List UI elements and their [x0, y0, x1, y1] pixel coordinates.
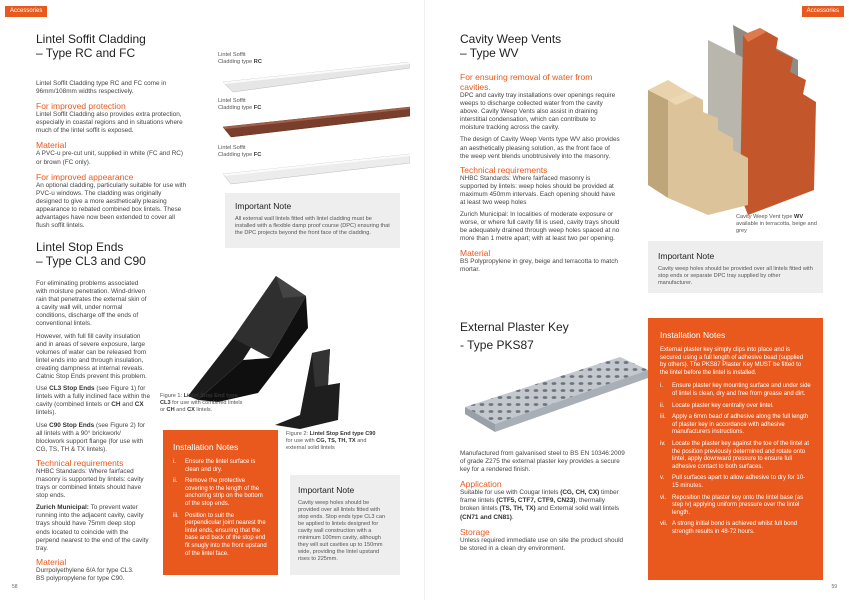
stop-ends-material-text1: Durrpolyethylene 6/A for type CL3.: [36, 566, 134, 574]
soffit-cladding-illustration: [215, 62, 410, 197]
weep-title-line1: Cavity Weep Vents: [460, 32, 562, 46]
plaster-key-illustration: [460, 352, 650, 447]
plaster-install-intro: External plaster key simply clips into place and is secured using a full length of adhesive bead (supplied by others). The PKS87 Plaster Key MUST be fitted to the lintel before the lintel is installed.: [660, 347, 804, 376]
list-item: ii. Locate plaster key centrally over lintel.: [660, 402, 774, 409]
weep-important-note: [648, 241, 823, 293]
weep-material-text: BS Polypropylene in grey, beige and terracotta to match mortar.: [460, 257, 618, 273]
stop-ends-install-title: Installation Notes: [173, 442, 239, 452]
stop-ends-p1: For eliminating problems associated with moisture penetration. Wind-driven rain that penetrates the external skin of a cavity wall will, under normal conditions, discharge off the ends of conventional lintels.: [36, 280, 147, 328]
stop-ends-p3: Use CL3 Stop Ends (see Figure 1) for lintels with a fully inclined face within the cavity (combined lintels or CH and CX lintels).: [36, 385, 151, 417]
soffit-label-fc-brown: Lintel Soffit Cladding type FC: [218, 98, 262, 111]
soffit-appearance-text: An optional cladding, particularly suitable for use with PVC-u windows. The cladding was originally designed to give a more aesthetically pleasing appearance to rebated combined box lintels. These advantages have now been extended to cover all flush soffit lintels.: [36, 181, 187, 230]
soffit-material-text: A PVC-u pre-cut unit, supplied in white (FC and RC) or brown (FC only).: [36, 150, 184, 166]
stop-ends-p2: However, with full fill cavity insulation and in areas of severe exposure, large volumes of water can be released from lintel ends into and through insulation, creating dampness at internal reveals. Catnic Stop Ends prevent this problem.: [36, 332, 147, 381]
plaster-storage-text: Unless required immediate use on site the product should be stored in a clean dry environment.: [460, 536, 624, 552]
weep-title-line2: – Type WV: [460, 46, 519, 60]
soffit-important-note: [225, 193, 400, 248]
weep-tech-heading: Technical requirements: [460, 164, 548, 175]
plaster-title-line1: External Plaster Key: [460, 320, 569, 334]
right-page-number: 59: [831, 584, 837, 590]
stop-ends-material-heading: Material: [36, 556, 67, 567]
weep-p2: The design of Cavity Weep Vents type WV also provides an aesthetically pleasing solution, as the front face of the weep vent blends unobtrusively into the masonry.: [460, 136, 620, 160]
page-spread-divider: [424, 0, 425, 600]
list-item: vii. A strong initial bond is achieved whilst full bond strength results in 48-72 hours.: [660, 521, 798, 535]
plaster-application-heading: Application: [460, 479, 502, 490]
plaster-title-block: [460, 320, 620, 352]
weep-note-text: Cavity weep holes should be provided over all lintels fitted with stop ends or separate DPC tray supplied by other manufacturer.: [658, 266, 813, 286]
soffit-title-line1: Lintel Soffit Cladding: [36, 32, 146, 46]
plaster-title-line2: - Type PKS87: [460, 338, 534, 352]
plaster-section: [460, 450, 625, 553]
soffit-appearance-heading: For improved appearance: [36, 171, 134, 182]
plaster-install-list: [660, 383, 811, 536]
list-item: iii. Apply a 6mm bead of adhesive along the full length of plaster key in accordance with adhesive manufacturers instructions.: [660, 414, 809, 436]
soffit-protection-text: Lintel Soffit Cladding also provides extra protection, especially in coastal regions and in situations where much of the lintel soffit is exposed.: [36, 111, 183, 135]
list-item: vi. Reposition the plaster key onto the lintel base (as step iv) applying uniform pressure over the lintel length.: [660, 494, 804, 516]
stop-ends-title-line2: – Type CL3 and C90: [36, 254, 146, 268]
soffit-label-rc: Lintel Soffit Cladding type RC: [218, 52, 262, 65]
stop-ends-note-title: Important Note: [298, 485, 355, 495]
list-item: ii. Remove the protective covering to the length of the anchoring strip on the bottom of the stop ends.: [173, 478, 263, 507]
weep-caption: Cavity Weep Vent type WV available in terracotta, beige and grey: [736, 214, 817, 234]
stop-ends-important-note: [290, 475, 400, 575]
list-item: i. Ensure the lintel surface is clean and dry.: [173, 459, 256, 473]
stop-ends-title-line1: Lintel Stop Ends: [36, 240, 124, 254]
list-item: iv. Locate the plaster key against the toe of the lintel at the position previously determined and rotate onto lintel, apply downward pressure to ensure full adhesive contact to both surfaces.: [660, 440, 810, 470]
figure-1-caption: Figure 1: Lintel Stop End type CL3 for use with combined lintels or CH and CX lintels.: [160, 393, 243, 413]
stop-ends-installation-notes: [163, 430, 278, 575]
figure-2-caption: Figure 2: Lintel Stop End type C90 for use with CG, TS, TH, TX and external solid lintels: [286, 431, 376, 451]
stop-ends-install-list: [173, 459, 268, 558]
soffit-note-text: All external wall lintels fitted with lintel cladding must be installed with a flexible damp proof course (DPC) ensuring that the DPC projects beyond the front face of the cladding.: [235, 216, 390, 236]
weep-section: [460, 32, 620, 274]
stop-ends-note-text: Cavity weep holes should be provided over all lintels fitted with stop ends. Stop ends type CL3 can be applied to lintels designed for cavity wall construction with a minimum 100mm cavity, although they will suit cavities up to 150mm wide, providing the lintel upstand rises to 225mm.: [298, 500, 386, 562]
stop-ends-tech-text: NHBC Standards: Where fairfaced masonry is supported by lintels: cavity trays or combined lintels should have stop ends.: [36, 467, 144, 500]
stop-ends-section: [36, 240, 151, 583]
weep-vent-terracotta: [740, 28, 816, 215]
plaster-install-title: Installation Notes: [660, 330, 726, 340]
weep-tech-text: NHBC Standards: Where fairfaced masonry is supported by lintels: weep holes should be provided at maximum 450mm intervals. Each opening should have at least two weep holes: [460, 174, 616, 207]
stop-ends-zurich-text: Zurich Municipal: To prevent water running into the adjacent cavity, cavity trays should have 75mm deep stop ends located to coincide with the perpend nearest to the end of the cavity tray.: [36, 504, 149, 552]
stop-ends-tech-heading: Technical requirements: [36, 457, 124, 468]
plaster-storage-heading: Storage: [460, 526, 490, 537]
plaster-p1: Manufactured from galvanised steel to BS EN 10346:2009 of grade Z275 the external plaster key provides a secure key for a rendered finish.: [460, 450, 625, 474]
stop-end-c90-illustration: [270, 345, 345, 435]
list-item: v. Pull surfaces apart to allow adhesive to dry for 10-15 minutes.: [660, 475, 806, 489]
plaster-installation-notes: [648, 318, 823, 580]
left-section-tab: Accessories: [5, 6, 47, 17]
weep-p1: DPC and cavity tray installations over openings require weeps to discharge collected water from the cavity above. Cavity Weep Vents also assist in draining interstitial condensation, which can contribute to moisture tracking across the cavity.: [460, 92, 616, 132]
soffit-label-fc-white: Lintel Soffit Cladding type FC: [218, 145, 262, 158]
soffit-note-title: Important Note: [235, 201, 292, 211]
weep-zurich-text: Zurich Municipal: In localities of moderate exposure or worse, or where full cavity fill is used, cavity trays should be adequately drained through weep holes spaced at no more than 1 metre apart; with at least two per opening.: [460, 211, 620, 243]
weep-vents-illustration: [648, 20, 818, 215]
soffit-protection-heading: For improved protection: [36, 101, 126, 112]
stop-ends-p4: Use C90 Stop Ends (see Figure 2) for all lintels with a 90° brickwork/ blockwork support flange (for use with CG, TS, TH & TX lintels).: [36, 421, 146, 453]
list-item: i. Ensure plaster key mounting surface and under side of lintel is clean, dry and free from grease and dirt.: [660, 383, 811, 397]
weep-material-heading: Material: [460, 247, 491, 258]
weep-note-title: Important Note: [658, 251, 715, 261]
soffit-material-heading: Material: [36, 140, 67, 151]
soffit-title-line2: – Type RC and FC: [36, 46, 136, 60]
soffit-section: [36, 32, 188, 230]
left-page-number: 58: [12, 584, 18, 590]
stop-ends-material-text2: BS polypropylene for type C90.: [36, 574, 125, 582]
right-section-tab: Accessories: [802, 6, 844, 17]
plaster-application-text: Suitable for use with Cougar lintels (CG, CH, CX) timber frame lintels (CTF5, CTF7, CTF9, CN23), thermally broken lintels (TS, TH, TX) and External solid wall lintels (CN71 and CN81).: [460, 489, 620, 521]
soffit-intro: Lintel Soffit Cladding type RC and FC come in 96mm/108mm widths respectively.: [36, 80, 167, 96]
weep-removal-heading: For ensuring removal of water from cavities.: [460, 72, 593, 92]
list-item: iii. Position to suit the perpendicular joint nearest the lintel ends, ensuring that the base and back of the stop end fit snugly into the front upstand of the lintel face.: [173, 512, 267, 557]
